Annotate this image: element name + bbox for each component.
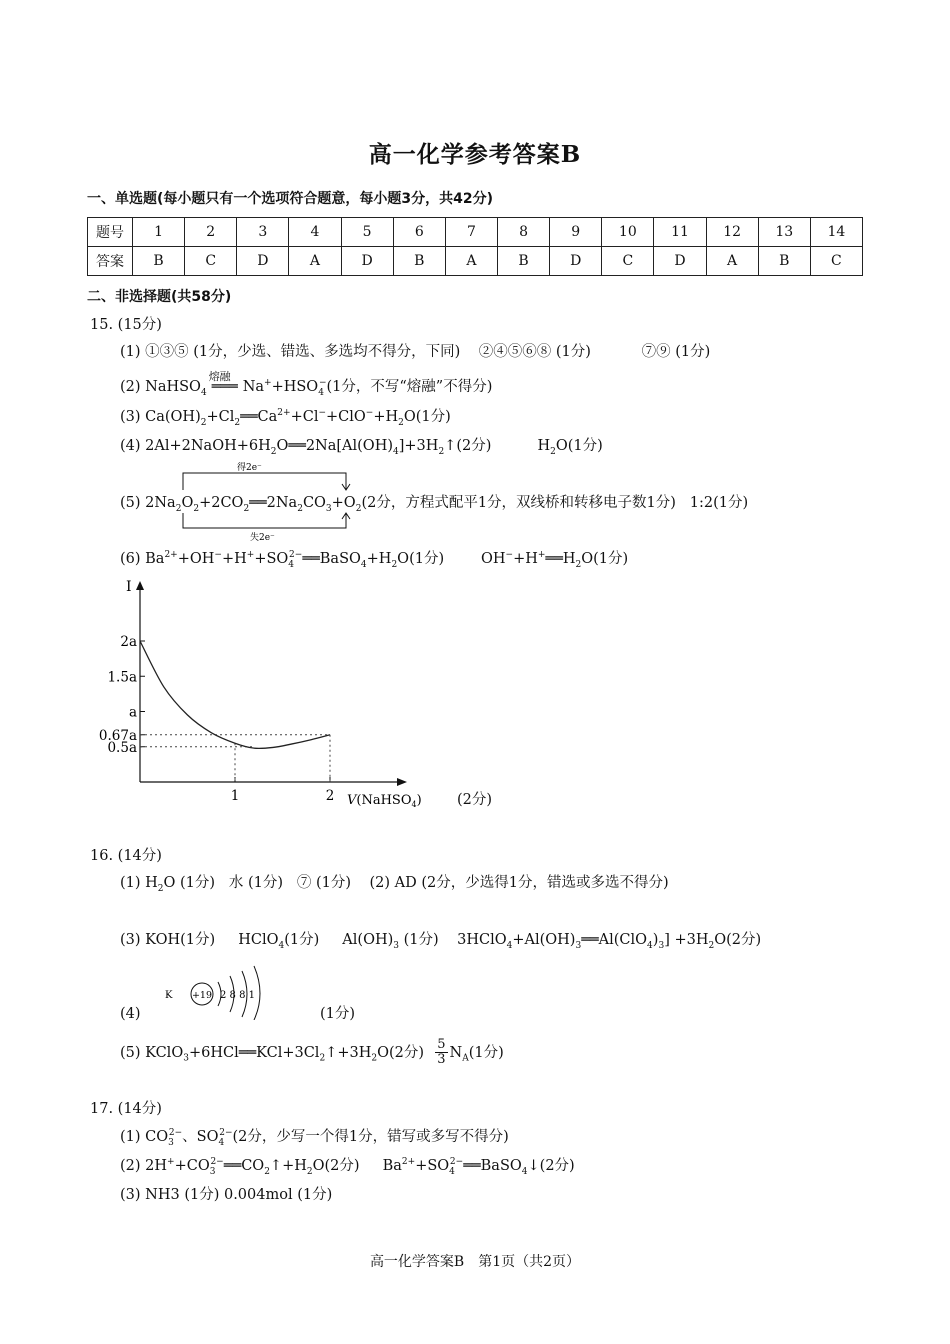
q17-part2-score-b: (2分): [539, 1158, 575, 1174]
condition-label: 熔融: [208, 370, 231, 383]
q15-part4: (4) $2Al+2NaOH+6H_2O══2Na[Al(OH)_4]+3H_2↑(2$分) $H_2O(1$分): [120, 438, 603, 457]
q15-part1-a: (1) ①③⑤ (1分，少选、错选、多选均不得分，下同): [120, 344, 461, 360]
y-tick-label: 2a: [120, 634, 137, 650]
q-number: 8: [497, 218, 549, 247]
q15-part5-note: (2分，方程式配平1分，双线桥和转移电子数1分): [361, 495, 676, 511]
lose-bridge-line: [183, 513, 346, 528]
q16-part1-2: (1) $H_2O$ (1分) 水 (1分) ⑦ (1分) (2) AD (2分，少选得1分，错选或多选不得分): [120, 875, 669, 894]
q-number: 9: [550, 218, 602, 247]
q16-part5-tail-score: (1分): [468, 1044, 504, 1061]
conductivity-chart: [85, 575, 525, 815]
q16-part5-score: (2分): [388, 1044, 425, 1061]
page-title: 高一化学参考答案B: [368, 141, 582, 168]
x-axis-arrow: [397, 778, 407, 786]
q-number: 13: [758, 218, 810, 247]
q16-part2: (2) AD (2分，少选得1分，错选或多选不得分): [369, 875, 669, 891]
q16-part4-label: (4): [120, 1006, 141, 1022]
q-answer: A: [445, 247, 497, 276]
x-tick-label: 1: [230, 788, 240, 804]
gain-bridge-line: [183, 473, 346, 490]
q-number: 14: [810, 218, 862, 247]
q-answer: C: [185, 247, 237, 276]
q16-part3-koh: (3) KOH(1分): [120, 932, 216, 948]
q-answer: B: [133, 247, 185, 276]
q15-part5-ratio: 1:2(1分): [689, 495, 749, 511]
q15-part2-score: (1分，不写“熔融”不得分): [326, 379, 493, 395]
y-tick-label: 1.5a: [107, 669, 137, 686]
q15-part4-score: (2分): [456, 438, 492, 454]
row-header-number: 题号: [88, 218, 133, 247]
q16-part1-water: 水 (1分): [228, 875, 284, 891]
lose-label: 失2e⁻: [250, 533, 275, 543]
q-answer: D: [550, 247, 602, 276]
x-axis-label: V(NaHSO$_4$): [347, 793, 422, 809]
q-number: 1: [133, 218, 185, 247]
q-answer: A: [706, 247, 758, 276]
y-tick-label: a: [128, 704, 137, 721]
q15-part6-score-a: (1分): [409, 551, 445, 567]
potassium-atom-diagram: [160, 962, 280, 1020]
table-row-numbers: [88, 218, 863, 247]
q16-part3-eq-score: (2分): [726, 932, 762, 948]
y-tick-label: 0.5a: [107, 739, 137, 756]
q-answer: D: [237, 247, 289, 276]
q15-part3: (3) $Ca(OH)_2+Cl_2══Ca^{2+}+Cl^-+ClO^-+H_2O(1$分): [120, 408, 451, 428]
nucleus-charge: +19: [191, 990, 213, 1001]
q15-part1-b: ②④⑤⑥⑧ (1分): [478, 344, 591, 360]
q-answer: A: [289, 247, 341, 276]
fraction-numerator: 5: [437, 1037, 446, 1052]
q17-part3: (3) NH3 (1分) 0.004mol (1分): [120, 1187, 333, 1203]
atom-symbol: K: [165, 990, 173, 1001]
q16-part3: (3) KOH(1分) HClO$_4$(1分) $Al(OH)_3$ (1分) $3HClO_4+Al(OH)_3══Al(ClO_4)_3] +3H_2O(2$分): [120, 932, 762, 951]
q-answer: D: [341, 247, 393, 276]
fraction-denominator: 3: [437, 1052, 446, 1068]
q15-part1: [120, 345, 710, 360]
q17-part2: (2) $2H^++CO_3^{2-}══CO_2↑+H_2O(2$分) $Ba^{2+}+SO_4^{2-}══BaSO_4↓(2$分): [120, 1157, 575, 1177]
gain-label: 得2e⁻: [237, 463, 262, 473]
q15-part5: (5) $2Na_2O_2+2CO_2══2Na_2CO_3+O_2(2$分，方程式配平1分，双线桥和转移电子数1分) 1:2(1分): [120, 495, 749, 514]
q-answer: C: [810, 247, 862, 276]
q-number: 2: [185, 218, 237, 247]
series-line-I: [140, 641, 330, 748]
q17-part1: (1) $CO_3^{2-}$、$SO_4^{2-}(2$分，少写一个得1分，错写或多写不得分): [120, 1128, 509, 1148]
q-number: 10: [602, 218, 654, 247]
q-number: 11: [654, 218, 706, 247]
q15-part6: (6) $Ba^{2+}+OH^-+H^++SO_4^{2-}══BaSO_4+H_2O(1$分) $OH^-+H^+══H_2O(1$分): [120, 550, 629, 570]
electron-shells: 2 8 8 1: [220, 990, 255, 1001]
row-header-answer: 答案: [88, 247, 133, 276]
q16-heading: 16. (14分): [90, 848, 162, 864]
q-number: 12: [706, 218, 758, 247]
q-number: 4: [289, 218, 341, 247]
q15-part6-score-b: (1分): [593, 551, 629, 567]
q-answer: C: [602, 247, 654, 276]
q-number: 5: [341, 218, 393, 247]
q-number: 7: [445, 218, 497, 247]
q16-part1-seven: ⑦ (1分): [296, 875, 352, 891]
x-tick-label: 2: [325, 788, 335, 804]
page-footer: 高一化学答案B 第1页（共2页）: [369, 1254, 581, 1270]
answer-table: [87, 217, 863, 276]
y-tick-label: 0.67a: [98, 727, 137, 744]
q16-part3-hclo4-score: (1分): [284, 932, 320, 948]
q15-part2: (2) NaHSO$_4$ 熔融 ═══ $Na^++HSO_4^-(1$分，不写“熔融”不得分): [120, 370, 493, 398]
section-1-heading: 一、单选题(每小题只有一个选项符合题意，每小题3分，共42分): [87, 191, 494, 207]
section-2-heading: 二、非选择题(共58分): [87, 289, 232, 305]
q-answer: B: [497, 247, 549, 276]
q-answer: B: [758, 247, 810, 276]
q-number: 3: [237, 218, 289, 247]
q15-heading: 15. (15分): [90, 317, 162, 333]
y-axis-arrow: [136, 581, 144, 590]
q17-part2-score-a: (2分): [324, 1158, 360, 1174]
q16-part3-aloh3-score: (1分): [403, 932, 439, 948]
q16-part5: (5) $KClO_3+6HCl══KCl+3Cl_2↑+3H_2O(2$分) $\frac{5}{3}$ $N_A(1$分): [120, 1037, 504, 1068]
q-answer: D: [654, 247, 706, 276]
fraction: [435, 1038, 447, 1068]
chart-score: (2分): [457, 792, 493, 808]
q-answer: B: [393, 247, 445, 276]
q-number: 6: [393, 218, 445, 247]
y-axis-label: I: [126, 579, 132, 595]
q17-part1-score: (2分，少写一个得1分，错写或多写不得分): [232, 1129, 509, 1145]
q16-part4-score: (1分): [320, 1006, 356, 1022]
q15-part1-c: ⑦⑨ (1分): [641, 344, 711, 360]
q17-heading: 17. (14分): [90, 1101, 162, 1117]
table-row-answers: [88, 247, 863, 276]
